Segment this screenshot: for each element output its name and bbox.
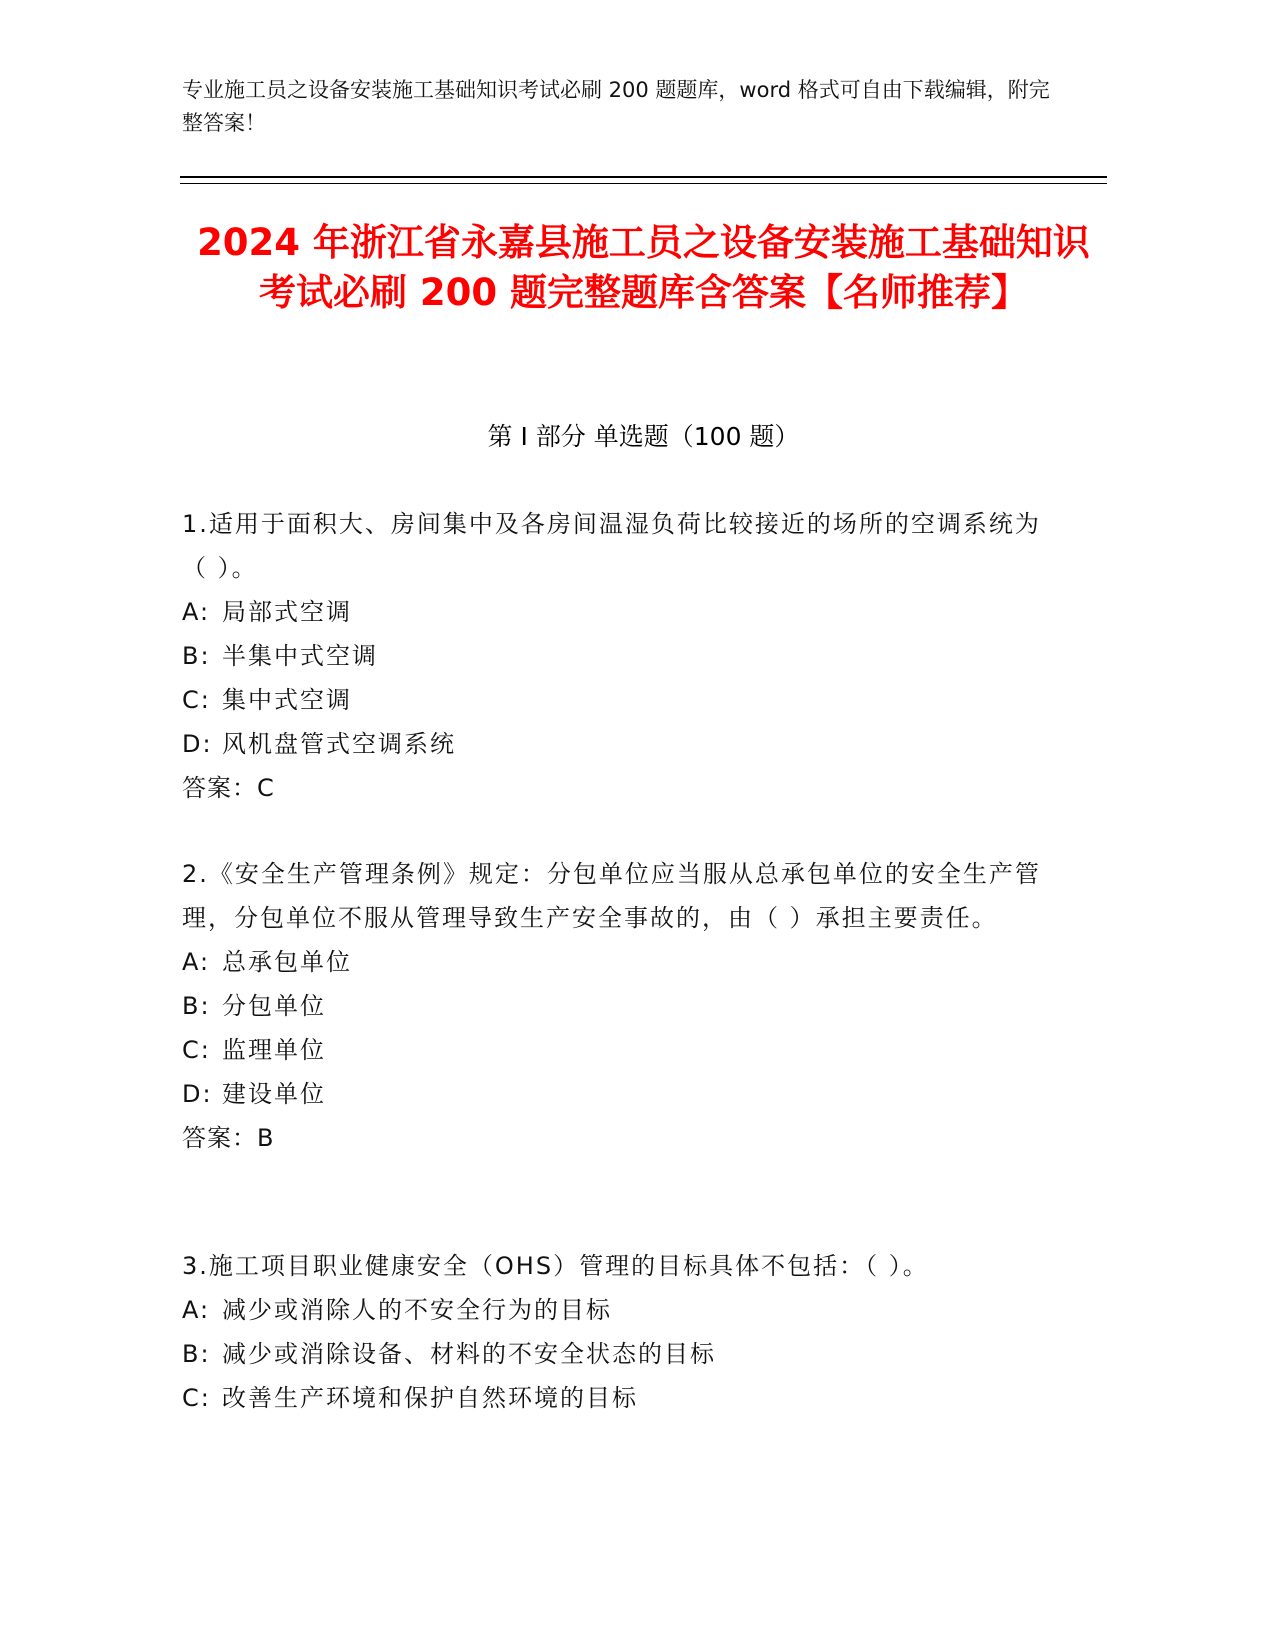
- option-text: 分包单位: [222, 992, 326, 1020]
- option-letter: C:: [182, 1384, 211, 1412]
- header-divider-thick: [180, 176, 1107, 178]
- option-text: 风机盘管式空调系统: [222, 730, 456, 758]
- option-letter: A:: [182, 948, 211, 976]
- option-a: [182, 590, 1042, 634]
- option-c: [182, 678, 1042, 722]
- header-note: 专业施工员之设备安装施工基础知识考试必刷 200 题题库，word 格式可自由下载编辑，附完整答案！: [182, 78, 1050, 135]
- option-b: [182, 984, 1042, 1028]
- option-letter: A:: [182, 598, 211, 626]
- option-letter: B:: [182, 992, 211, 1020]
- answer: 答案：C: [182, 774, 275, 802]
- option-c: [182, 1376, 1042, 1420]
- option-b: [182, 634, 1042, 678]
- option-c: [182, 1028, 1042, 1072]
- question-stem: 2.《安全生产管理条例》规定：分包单位应当服从总承包单位的安全生产管理，分包单位不服从管理导致生产安全事故的，由（ ）承担主要责任。: [182, 860, 1041, 932]
- option-letter: A:: [182, 1296, 211, 1324]
- option-d: [182, 1072, 1042, 1116]
- option-letter: C:: [182, 686, 211, 714]
- option-letter: B:: [182, 642, 211, 670]
- option-text: 改善生产环境和保护自然环境的目标: [222, 1384, 638, 1412]
- option-text: 集中式空调: [222, 686, 352, 714]
- question-stem: 1.适用于面积大、房间集中及各房间温湿负荷比较接近的场所的空调系统为（ ）。: [182, 510, 1041, 582]
- option-b: [182, 1332, 1042, 1376]
- section-heading: 第 I 部分 单选题（100 题）: [487, 422, 800, 451]
- option-letter: D:: [182, 1080, 213, 1108]
- option-letter: D:: [182, 730, 213, 758]
- option-text: 局部式空调: [222, 598, 352, 626]
- option-text: 监理单位: [222, 1036, 326, 1064]
- option-text: 总承包单位: [222, 948, 352, 976]
- answer: 答案：B: [182, 1124, 275, 1152]
- option-d: [182, 722, 1042, 766]
- question-3: [182, 1244, 1042, 1420]
- option-letter: B:: [182, 1340, 211, 1368]
- document-title: 2024 年浙江省永嘉县施工员之设备安装施工基础知识考试必刷 200 题完整题库含答案【名师推荐】: [197, 221, 1090, 314]
- option-letter: C:: [182, 1036, 211, 1064]
- question-1: [182, 502, 1042, 810]
- option-text: 半集中式空调: [222, 642, 378, 670]
- question-2: [182, 852, 1042, 1160]
- option-a: [182, 940, 1042, 984]
- option-text: 建设单位: [222, 1080, 326, 1108]
- option-text: 减少或消除设备、材料的不安全状态的目标: [222, 1340, 716, 1368]
- option-text: 减少或消除人的不安全行为的目标: [222, 1296, 612, 1324]
- option-a: [182, 1288, 1042, 1332]
- question-stem: 3.施工项目职业健康安全（OHS）管理的目标具体不包括：（ ）。: [182, 1252, 929, 1280]
- header-divider-thin: [180, 183, 1107, 184]
